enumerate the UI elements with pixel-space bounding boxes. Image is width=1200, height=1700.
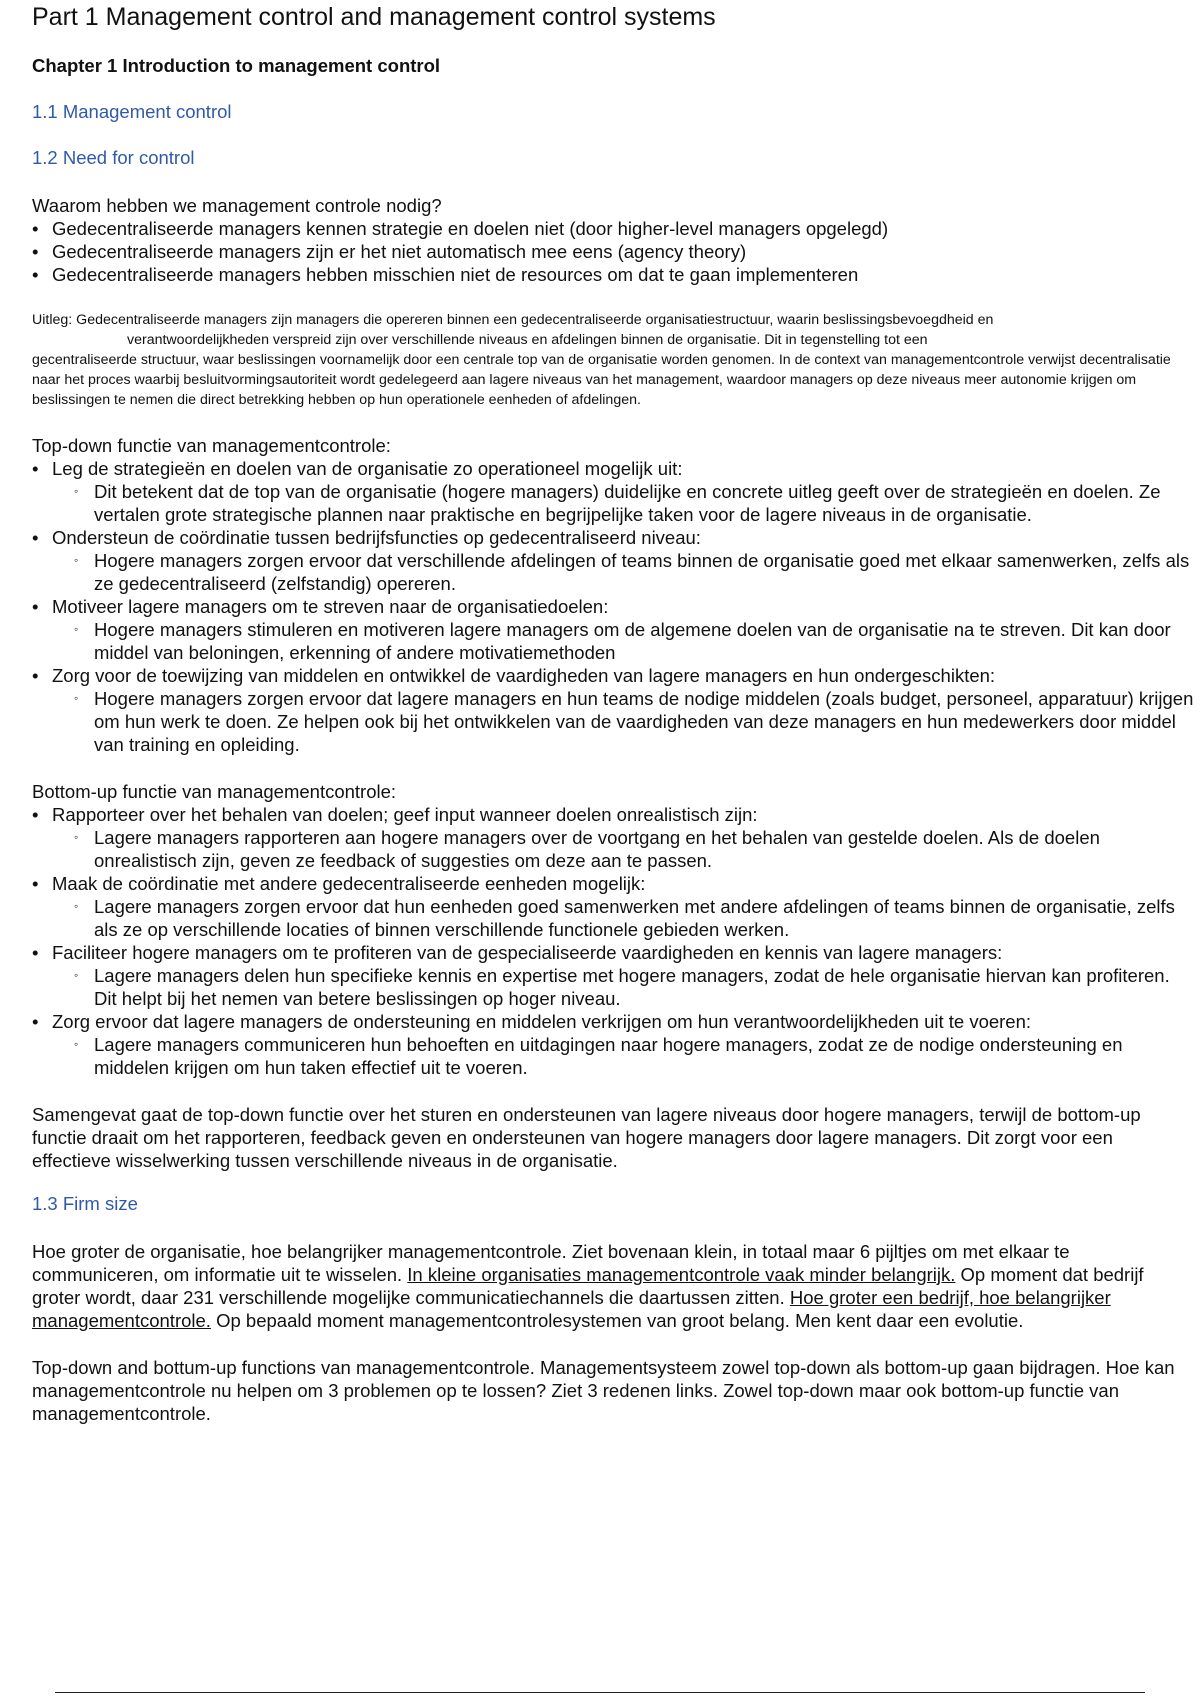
sub-list (52, 687, 1194, 756)
list-item (32, 457, 1194, 526)
topdown-heading: Top-down functie van managementcontrole: (32, 435, 391, 456)
section-heading-1-3: 1.3 Firm size (32, 1193, 138, 1214)
sub-list-item: ◦ Lagere managers rapporteren aan hogere managers over de voortgang en het behalen van gestelde doelen. Als de doelen onrealistisch zijn, geven ze feedback of suggesties om deze aan te passen. (52, 826, 1194, 872)
list-item: • Gedecentraliseerde managers kennen strategie en doelen niet (door higher-level managers opgelegd) (32, 217, 1194, 240)
list-item: • Gedecentraliseerde managers hebben misschien niet de resources om dat te gaan implementeren (32, 263, 1194, 286)
list-item-text: Zorg ervoor dat lagere managers de ondersteuning en middelen verkrijgen om hun verantwoordelijkheden uit te voeren: (52, 1011, 1032, 1032)
page-bottom-rule (55, 1692, 1145, 1693)
underlined-text-2: Hoe groter een bedrijf, hoe belangrijker managementcontrole. (32, 1287, 1111, 1331)
sub-list-item: ◦ Hogere managers stimuleren en motiveren lagere managers om de algemene doelen van de organisatie na te streven. Dit kan door middel van beloningen, erkenning of andere motivatiemethoden (52, 618, 1194, 664)
need-bullet-list (32, 217, 1194, 286)
sub-list (52, 826, 1194, 872)
firm-size-paragraph-1 (32, 1240, 1194, 1332)
page-title: Part 1 Management control and management control systems (32, 3, 716, 31)
sub-list-item: ◦ Hogere managers zorgen ervoor dat lagere managers en hun teams de nodige middelen (zoals budget, personeel, apparatuur) krijgen om hun werk te doen. Ze helpen ook bij het ontwikkelen van de vaardigheden van deze managers en hun medewerkers door middel van training en opleiding. (52, 687, 1194, 756)
sub-list (52, 618, 1194, 664)
firm-text-c: Op bepaald moment managementcontrolesystemen van groot belang. Men kent daar een evolutie. (210, 1310, 1024, 1331)
section-heading-1-1: 1.1 Management control (32, 101, 232, 122)
firm-text-b: Op moment dat bedrijf groter wordt, daar 231 verschillende mogelijke communicatiechannels die daartussen zitten. (32, 1264, 1144, 1308)
sub-list-item: ◦ Hogere managers zorgen ervoor dat verschillende afdelingen of teams binnen de organisatie goed met elkaar samenwerken, zelfs als ze gedecentraliseerd (zelfstandig) opereren. (52, 549, 1194, 595)
uitleg-explanation (32, 310, 1194, 410)
list-item (32, 803, 1194, 872)
topdown-list (32, 457, 1194, 756)
firm-text-a: Hoe groter de organisatie, hoe belangrijker managementcontrole. Ziet bovenaan klein, in totaal maar 6 pijltjes om met elkaar te communiceren, om informatie uit te wisselen. (32, 1241, 1070, 1285)
sub-list (52, 480, 1194, 526)
bottomup-heading: Bottom-up functie van managementcontrole: (32, 781, 397, 802)
underlined-text-1: In kleine organisaties managementcontrole vaak minder belangrijk. (407, 1264, 956, 1285)
uitleg-line-1: Uitleg: Gedecentraliseerde managers zijn managers die opereren binnen een gedecentraliseerde organisatiestructuur, waarin beslissingsbevoegdheid en (32, 312, 994, 328)
sub-list-item: ◦ Lagere managers communiceren hun behoeften en uitdagingen naar hogere managers, zodat ze de nodige ondersteuning en middelen krijgen om hun taken effectief uit te voeren. (52, 1033, 1194, 1079)
sub-list-item: ◦ Lagere managers delen hun specifieke kennis en expertise met hogere managers, zodat de hele organisatie hiervan kan profiteren. Dit helpt bij het nemen van betere beslissingen op hoger niveau. (52, 964, 1194, 1010)
sub-list (52, 964, 1194, 1010)
sub-list (52, 895, 1194, 941)
list-item-text: Faciliteer hogere managers om te profiteren van de gespecialiseerde vaardigheden en kennis van lagere managers: (52, 942, 1003, 963)
topdown-block (32, 434, 1194, 756)
bottomup-list (32, 803, 1194, 1079)
list-item (32, 941, 1194, 1010)
summary-paragraph: Samengevat gaat de top-down functie over het sturen en ondersteunen van lagere niveaus door hogere managers, terwijl de bottom-up functie draait om het rapporteren, feedback geven en ondersteunen van hogere managers door lagere managers. Dit zorgt voor een effectieve wisselwerking tussen verschillende niveaus in de organisatie. (32, 1104, 1141, 1171)
need-question: Waarom hebben we management controle nodig? (32, 195, 442, 216)
chapter-heading: Chapter 1 Introduction to management control (32, 55, 441, 76)
sub-list (52, 549, 1194, 595)
list-item-text: Maak de coördinatie met andere gedecentraliseerde eenheden mogelijk: (52, 873, 646, 894)
list-item-text: Leg de strategieën en doelen van de organisatie zo operationeel mogelijk uit: (52, 458, 683, 479)
list-item (32, 664, 1194, 756)
list-item-text: Motiveer lagere managers om te streven naar de organisatiedoelen: (52, 596, 609, 617)
sub-list-item: ◦ Dit betekent dat de top van de organisatie (hogere managers) duidelijke en concrete uitleg geeft over de strategieën en doelen. Ze vertalen grote strategische plannen naar praktische en begrijpelijke taken voor de lagere niveaus in de organisatie. (52, 480, 1194, 526)
list-item (32, 526, 1194, 595)
sub-list (52, 1033, 1194, 1079)
section-heading-1-2: 1.2 Need for control (32, 147, 195, 168)
list-item (32, 1010, 1194, 1079)
list-item (32, 595, 1194, 664)
need-for-control-block (32, 194, 1194, 286)
list-item: • Gedecentraliseerde managers zijn er het niet automatisch mee eens (agency theory) (32, 240, 1194, 263)
list-item (32, 872, 1194, 941)
sub-list-item: ◦ Lagere managers zorgen ervoor dat hun eenheden goed samenwerken met andere afdelingen of teams binnen de organisatie, zelfs als ze op verschillende locaties of binnen verschillende functionele gebieden werken. (52, 895, 1194, 941)
list-item-text: Zorg voor de toewijzing van middelen en ontwikkel de vaardigheden van lagere managers en hun ondergeschikten: (52, 665, 996, 686)
document-page (32, 0, 1194, 1425)
firm-size-paragraph-2: Top-down and bottum-up functions van managementcontrole. Managementsysteem zowel top-down als bottom-up gaan bijdragen. Hoe kan managementcontrole nu helpen om 3 problemen op te lossen? Ziet 3 redenen links. Zowel top-down maar ook bottom-up functie van managementcontrole. (32, 1357, 1175, 1424)
uitleg-line-2: verantwoordelijkheden verspreid zijn over verschillende niveaus en afdelingen binnen de organisatie. Dit in tegenstelling tot een (127, 332, 928, 348)
uitleg-rest: gecentraliseerde structuur, waar beslissingen voornamelijk door een centrale top van de organisatie worden genomen. In de context van managementcontrole verwijst decentralisatie naar het proces waarbij besluitvormingsautoriteit wordt gedelegeerd aan lagere niveaus van het management, waardoor managers op deze niveaus meer autonomie krijgen om beslissingen te nemen die direct betrekking hebben op hun operationele eenheden of afdelingen. (32, 352, 1171, 408)
bottomup-block (32, 780, 1194, 1079)
list-item-text: Rapporteer over het behalen van doelen; geef input wanneer doelen onrealistisch zijn: (52, 804, 758, 825)
list-item-text: Ondersteun de coördinatie tussen bedrijfsfuncties op gedecentraliseerd niveau: (52, 527, 701, 548)
